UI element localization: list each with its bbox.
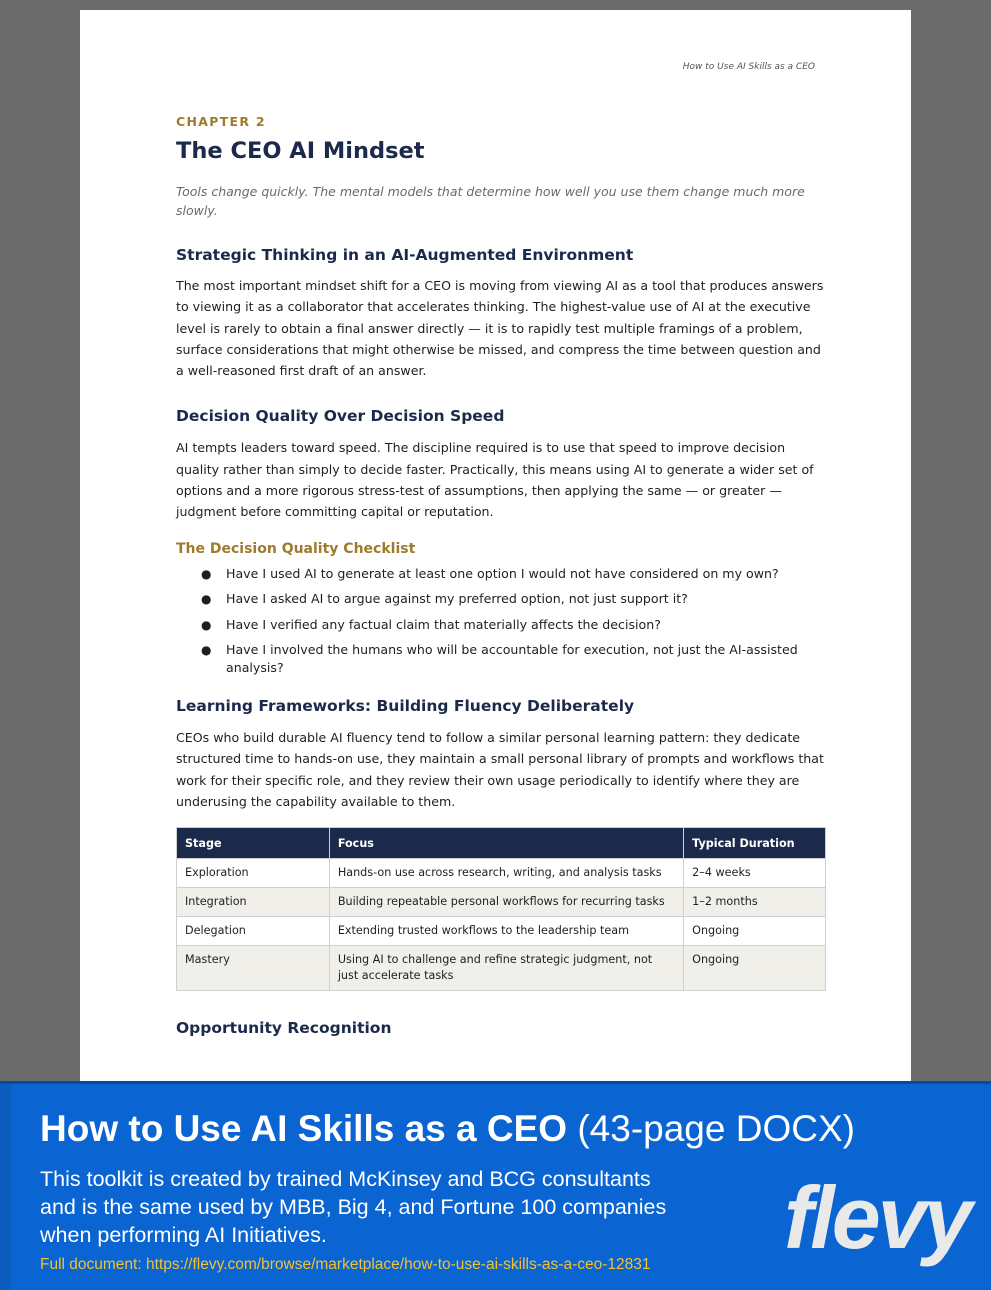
learning-stages-table xyxy=(176,827,826,991)
table-cell: 2–4 weeks xyxy=(684,859,826,888)
table-header-row xyxy=(177,828,826,859)
chapter-label: CHAPTER 2 xyxy=(176,114,266,129)
table-cell: Delegation xyxy=(177,917,330,946)
table-cell: Extending trusted workflows to the leadership team xyxy=(329,917,683,946)
checklist-item: ● Have I used AI to generate at least one option I would not have considered on my own? xyxy=(201,565,779,581)
table-cell: Exploration xyxy=(177,859,330,888)
checklist xyxy=(176,565,826,678)
bullet-icon: ● xyxy=(201,592,212,607)
flevy-logo: flevy xyxy=(784,1168,970,1267)
table-row xyxy=(177,946,826,991)
section-body-decision-quality: AI tempts leaders toward speed. The discipline required is to use that speed to improve decision quality rather than simply to decide faster. Practically, this means using AI to generate a wider set of options and a more rigorous stress-test of assumptions, then applying the same — or greater — judgment before committing capital or reputation. xyxy=(176,440,814,520)
section-heading-strategic-thinking: Strategic Thinking in an AI-Augmented Environment xyxy=(176,246,634,264)
banner-title xyxy=(40,1108,855,1150)
table-row xyxy=(177,859,826,888)
table-cell: 1–2 months xyxy=(684,888,826,917)
running-header: How to Use AI Skills as a CEO xyxy=(682,62,815,72)
banner-document-link[interactable]: Full document: https://flevy.com/browse/marketplace/how-to-use-ai-skills-as-a-ceo-12831 xyxy=(40,1256,651,1273)
epigraph: Tools change quickly. The mental models that determine how well you use them change much more slowly. xyxy=(176,184,805,218)
table-row xyxy=(177,917,826,946)
table-cell: Integration xyxy=(177,888,330,917)
table-row xyxy=(177,888,826,917)
banner-title-main: How to Use AI Skills as a CEO xyxy=(40,1108,568,1149)
bullet-icon: ● xyxy=(201,566,212,581)
table-cell: Using AI to challenge and refine strategic judgment, not just accelerate tasks xyxy=(329,946,683,991)
bullet-icon: ● xyxy=(201,617,212,632)
checklist-title: The Decision Quality Checklist xyxy=(176,540,416,557)
table-header-stage: Stage xyxy=(177,828,330,859)
table-header-duration: Typical Duration xyxy=(684,828,826,859)
checklist-item: ● Have I involved the humans who will be accountable for execution, not just the AI-assisted analysis? xyxy=(201,642,798,676)
section-body-strategic-thinking: The most important mindset shift for a CEO is moving from viewing AI as a tool that produces answers to viewing it as a collaborator that accelerates thinking. The highest-value use of AI at the executive level is rarely to obtain a final answer directly — it is to rapidly test multiple framings of a problem, surface considerations that might otherwise be missed, and compress the time between question and a well-reasoned first draft of an answer. xyxy=(176,278,824,379)
banner-description: This toolkit is created by trained McKinsey and BCG consultants and is the same used by MBB, Big 4, and Fortune 100 companies when performing AI Initiatives. xyxy=(40,1167,667,1247)
section-heading-decision-quality: Decision Quality Over Decision Speed xyxy=(176,407,505,426)
banner-title-pages: (43-page DOCX) xyxy=(567,1108,855,1149)
checklist-item: ● Have I asked AI to argue against my preferred option, not just support it? xyxy=(201,591,688,607)
table-header-focus: Focus xyxy=(329,828,683,859)
page-content xyxy=(176,114,826,1037)
table-cell: Mastery xyxy=(177,946,330,991)
document-page xyxy=(80,10,911,1110)
table-cell: Building repeatable personal workflows for recurring tasks xyxy=(329,888,683,917)
chapter-title: The CEO AI Mindset xyxy=(176,138,425,164)
checklist-item: ● Have I verified any factual claim that materially affects the decision? xyxy=(201,616,661,632)
section-heading-opportunity-recognition: Opportunity Recognition xyxy=(176,1019,392,1038)
bullet-icon: ● xyxy=(201,643,212,658)
section-heading-learning-frameworks: Learning Frameworks: Building Fluency Deliberately xyxy=(176,697,635,716)
section-body-learning-frameworks: CEOs who build durable AI fluency tend to follow a similar personal learning pattern: they dedicate structured time to hands-on use, they maintain a small personal library of prompts and workflows that work for their specific role, and they review their own usage periodically to identify where they are underusing the capability available to them. xyxy=(176,730,824,810)
table-cell: Ongoing xyxy=(684,946,826,991)
table-cell: Hands-on use across research, writing, and analysis tasks xyxy=(329,859,683,888)
table-cell: Ongoing xyxy=(684,917,826,946)
